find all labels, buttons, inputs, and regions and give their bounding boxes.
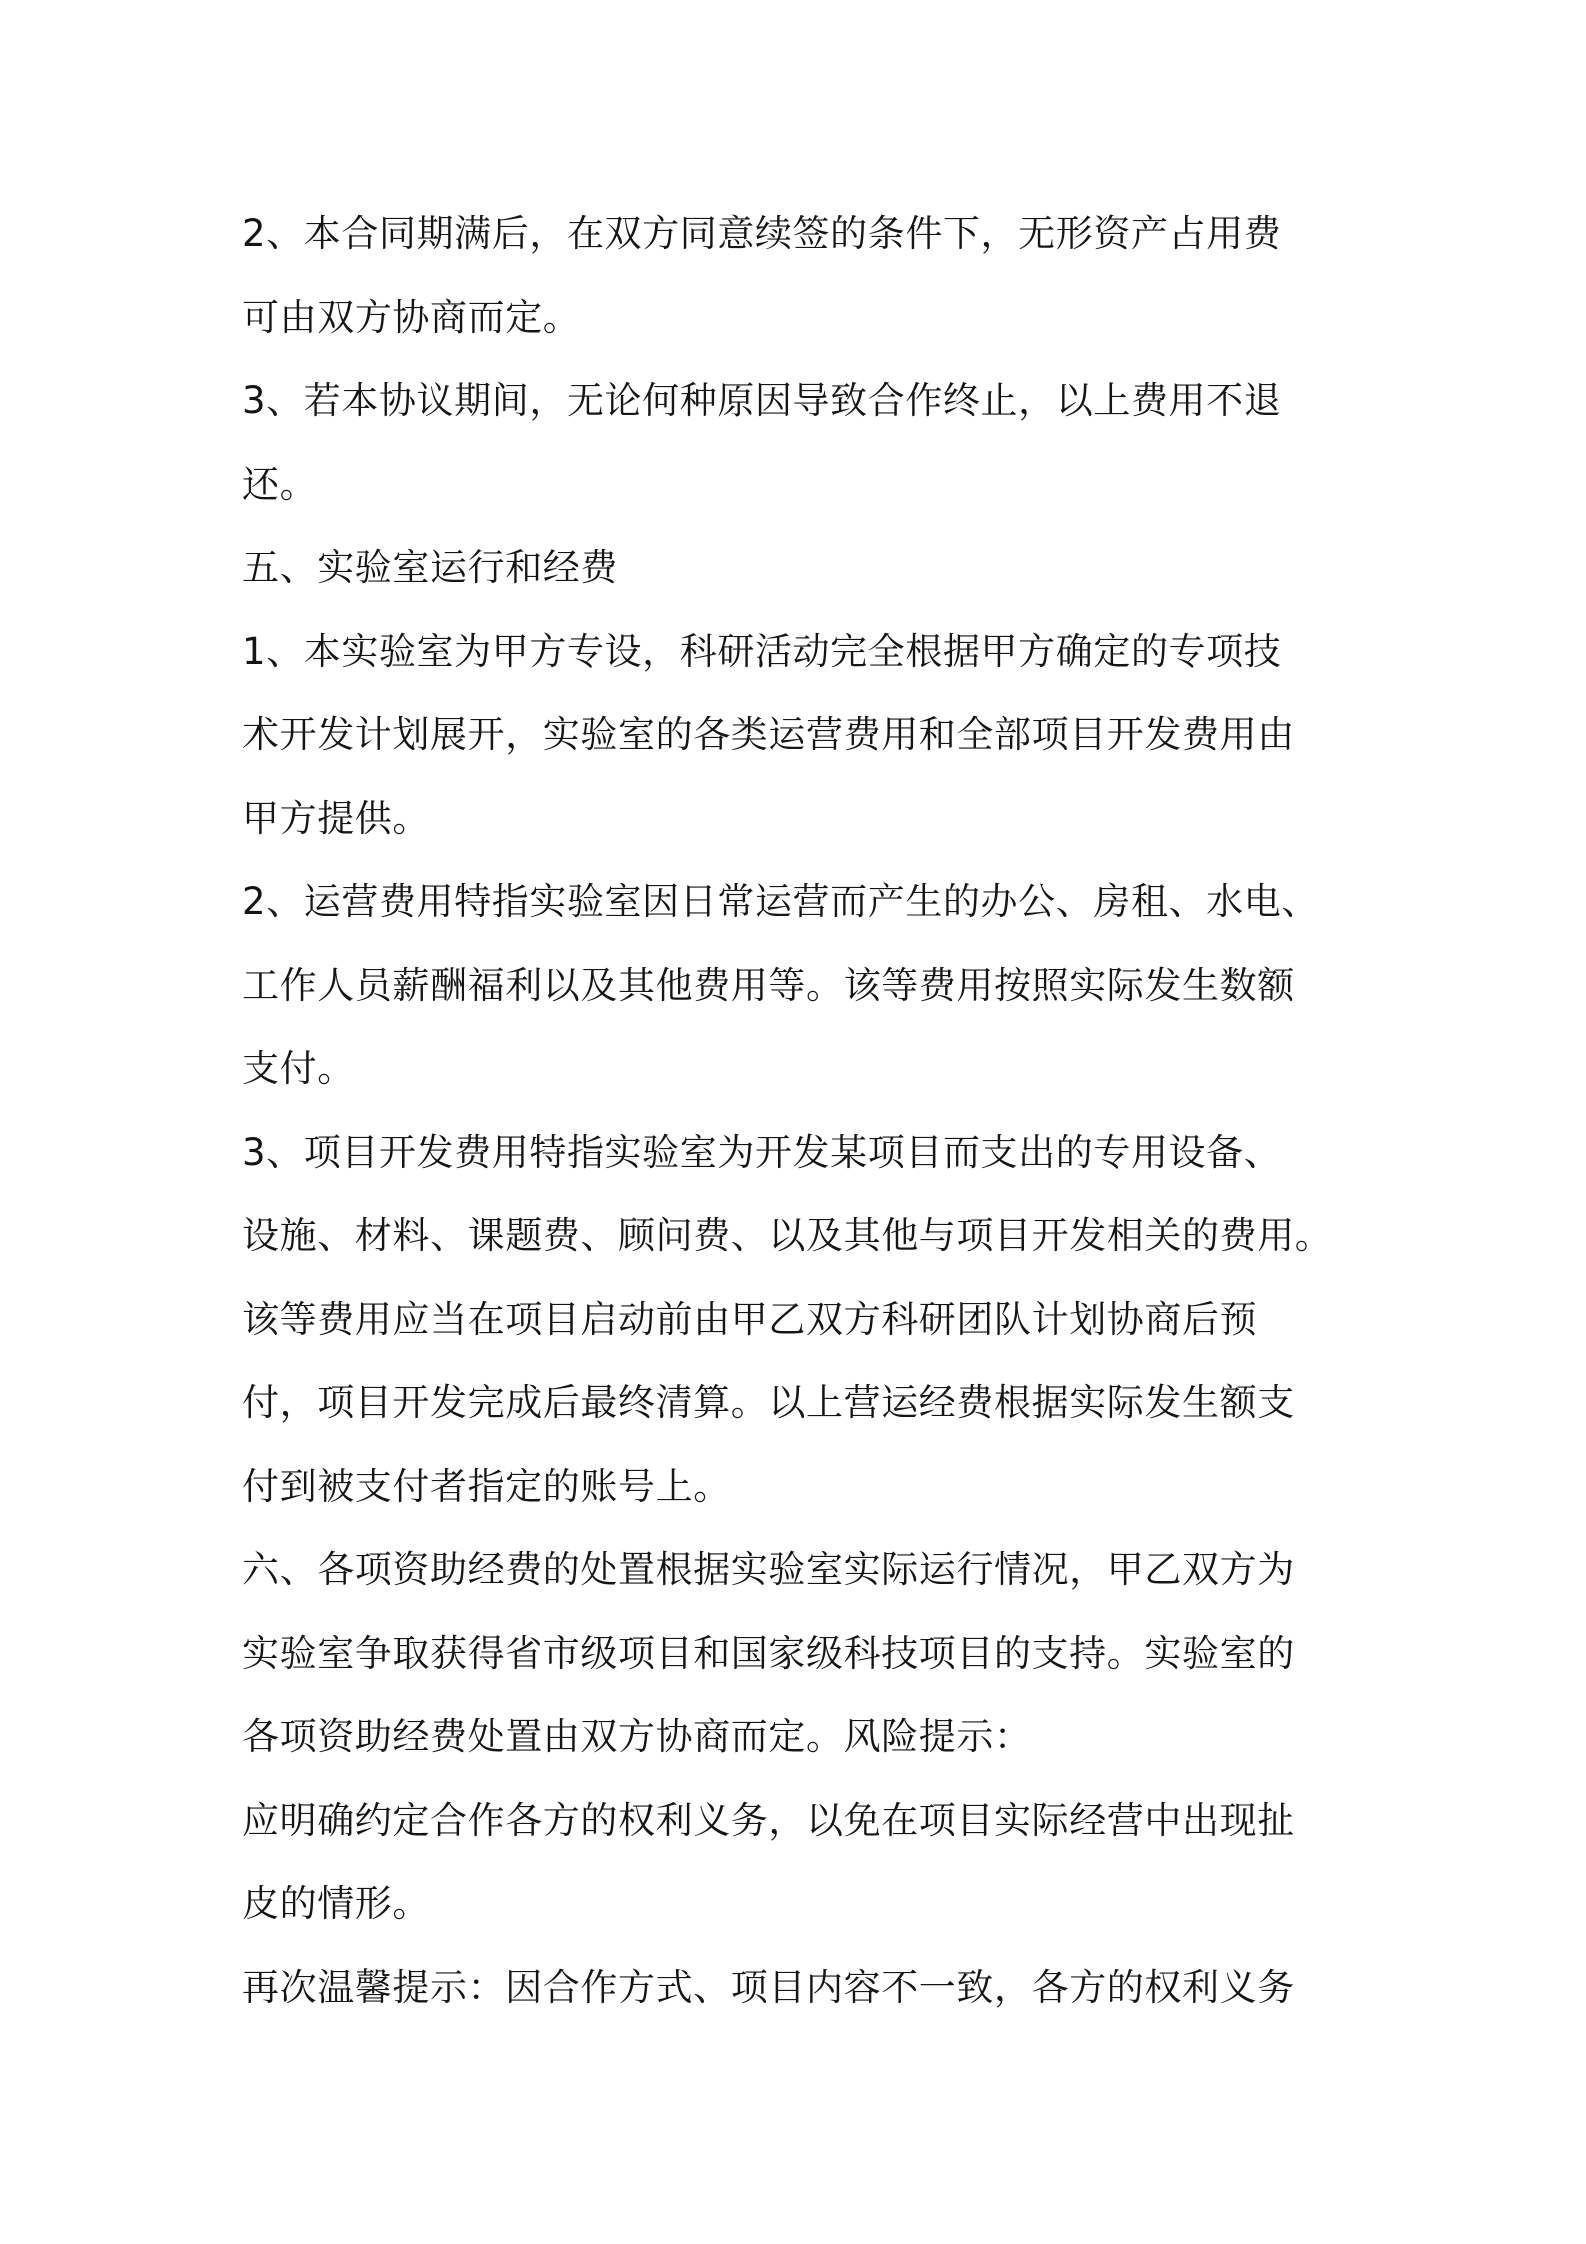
text-line-18: 实验室争取获得省市级项目和国家级科技项目的支持。实验室的 [242,1631,1295,1675]
text-line-8: 甲方提供。 [242,796,430,840]
text-line-16: 付到被支付者指定的账号上。 [242,1464,731,1508]
text-line-12: 3、项目开发费用特指实验室为开发某项目而支出的专用设备、 [242,1130,1282,1174]
text-line-6: 1、本实验室为甲方专设，科研活动完全根据甲方确定的专项技 [242,629,1282,673]
section-heading-5: 五、实验室运行和经费 [242,546,618,589]
text-line-11: 支付。 [242,1047,355,1090]
document-body [242,192,1362,2029]
text-line-14: 该等费用应当在项目启动前由甲乙双方科研团队计划协商后预 [242,1297,1258,1341]
text-line-10: 工作人员薪酬福利以及其他费用等。该等费用按照实际发生数额 [242,963,1295,1007]
text-line-1: 2、本合同期满后，在双方同意续签的条件下，无形资产占用费 [242,212,1282,255]
text-line-13: 设施、材料、课题费、顾问费、以及其他与项目开发相关的费用。 [242,1214,1333,1257]
text-line-9: 2、运营费用特指实验室因日常运营而产生的办公、房租、水电、 [242,880,1319,923]
text-line-20: 应明确约定合作各方的权利义务，以免在项目实际经营中出现扯 [242,1798,1295,1842]
text-line-3: 3、若本协议期间，无论何种原因导致合作终止，以上费用不退 [242,379,1282,422]
text-line-15: 付，项目开发完成后最终清算。以上营运经费根据实际发生额支 [242,1381,1295,1424]
text-line-2: 可由双方协商而定。 [242,295,581,339]
text-line-21: 皮的情形。 [242,1882,430,1925]
text-line-19: 各项资助经费处置由双方协商而定。风险提示： [242,1715,1032,1758]
text-line-4: 还。 [242,462,318,506]
text-line-22: 再次温馨提示：因合作方式、项目内容不一致，各方的权利义务 [242,1965,1295,2009]
text-line-7: 术开发计划展开，实验室的各类运营费用和全部项目开发费用由 [242,713,1295,756]
section-heading-6: 六、各项资助经费的处置根据实验室实际运行情况，甲乙双方为 [242,1548,1295,1591]
